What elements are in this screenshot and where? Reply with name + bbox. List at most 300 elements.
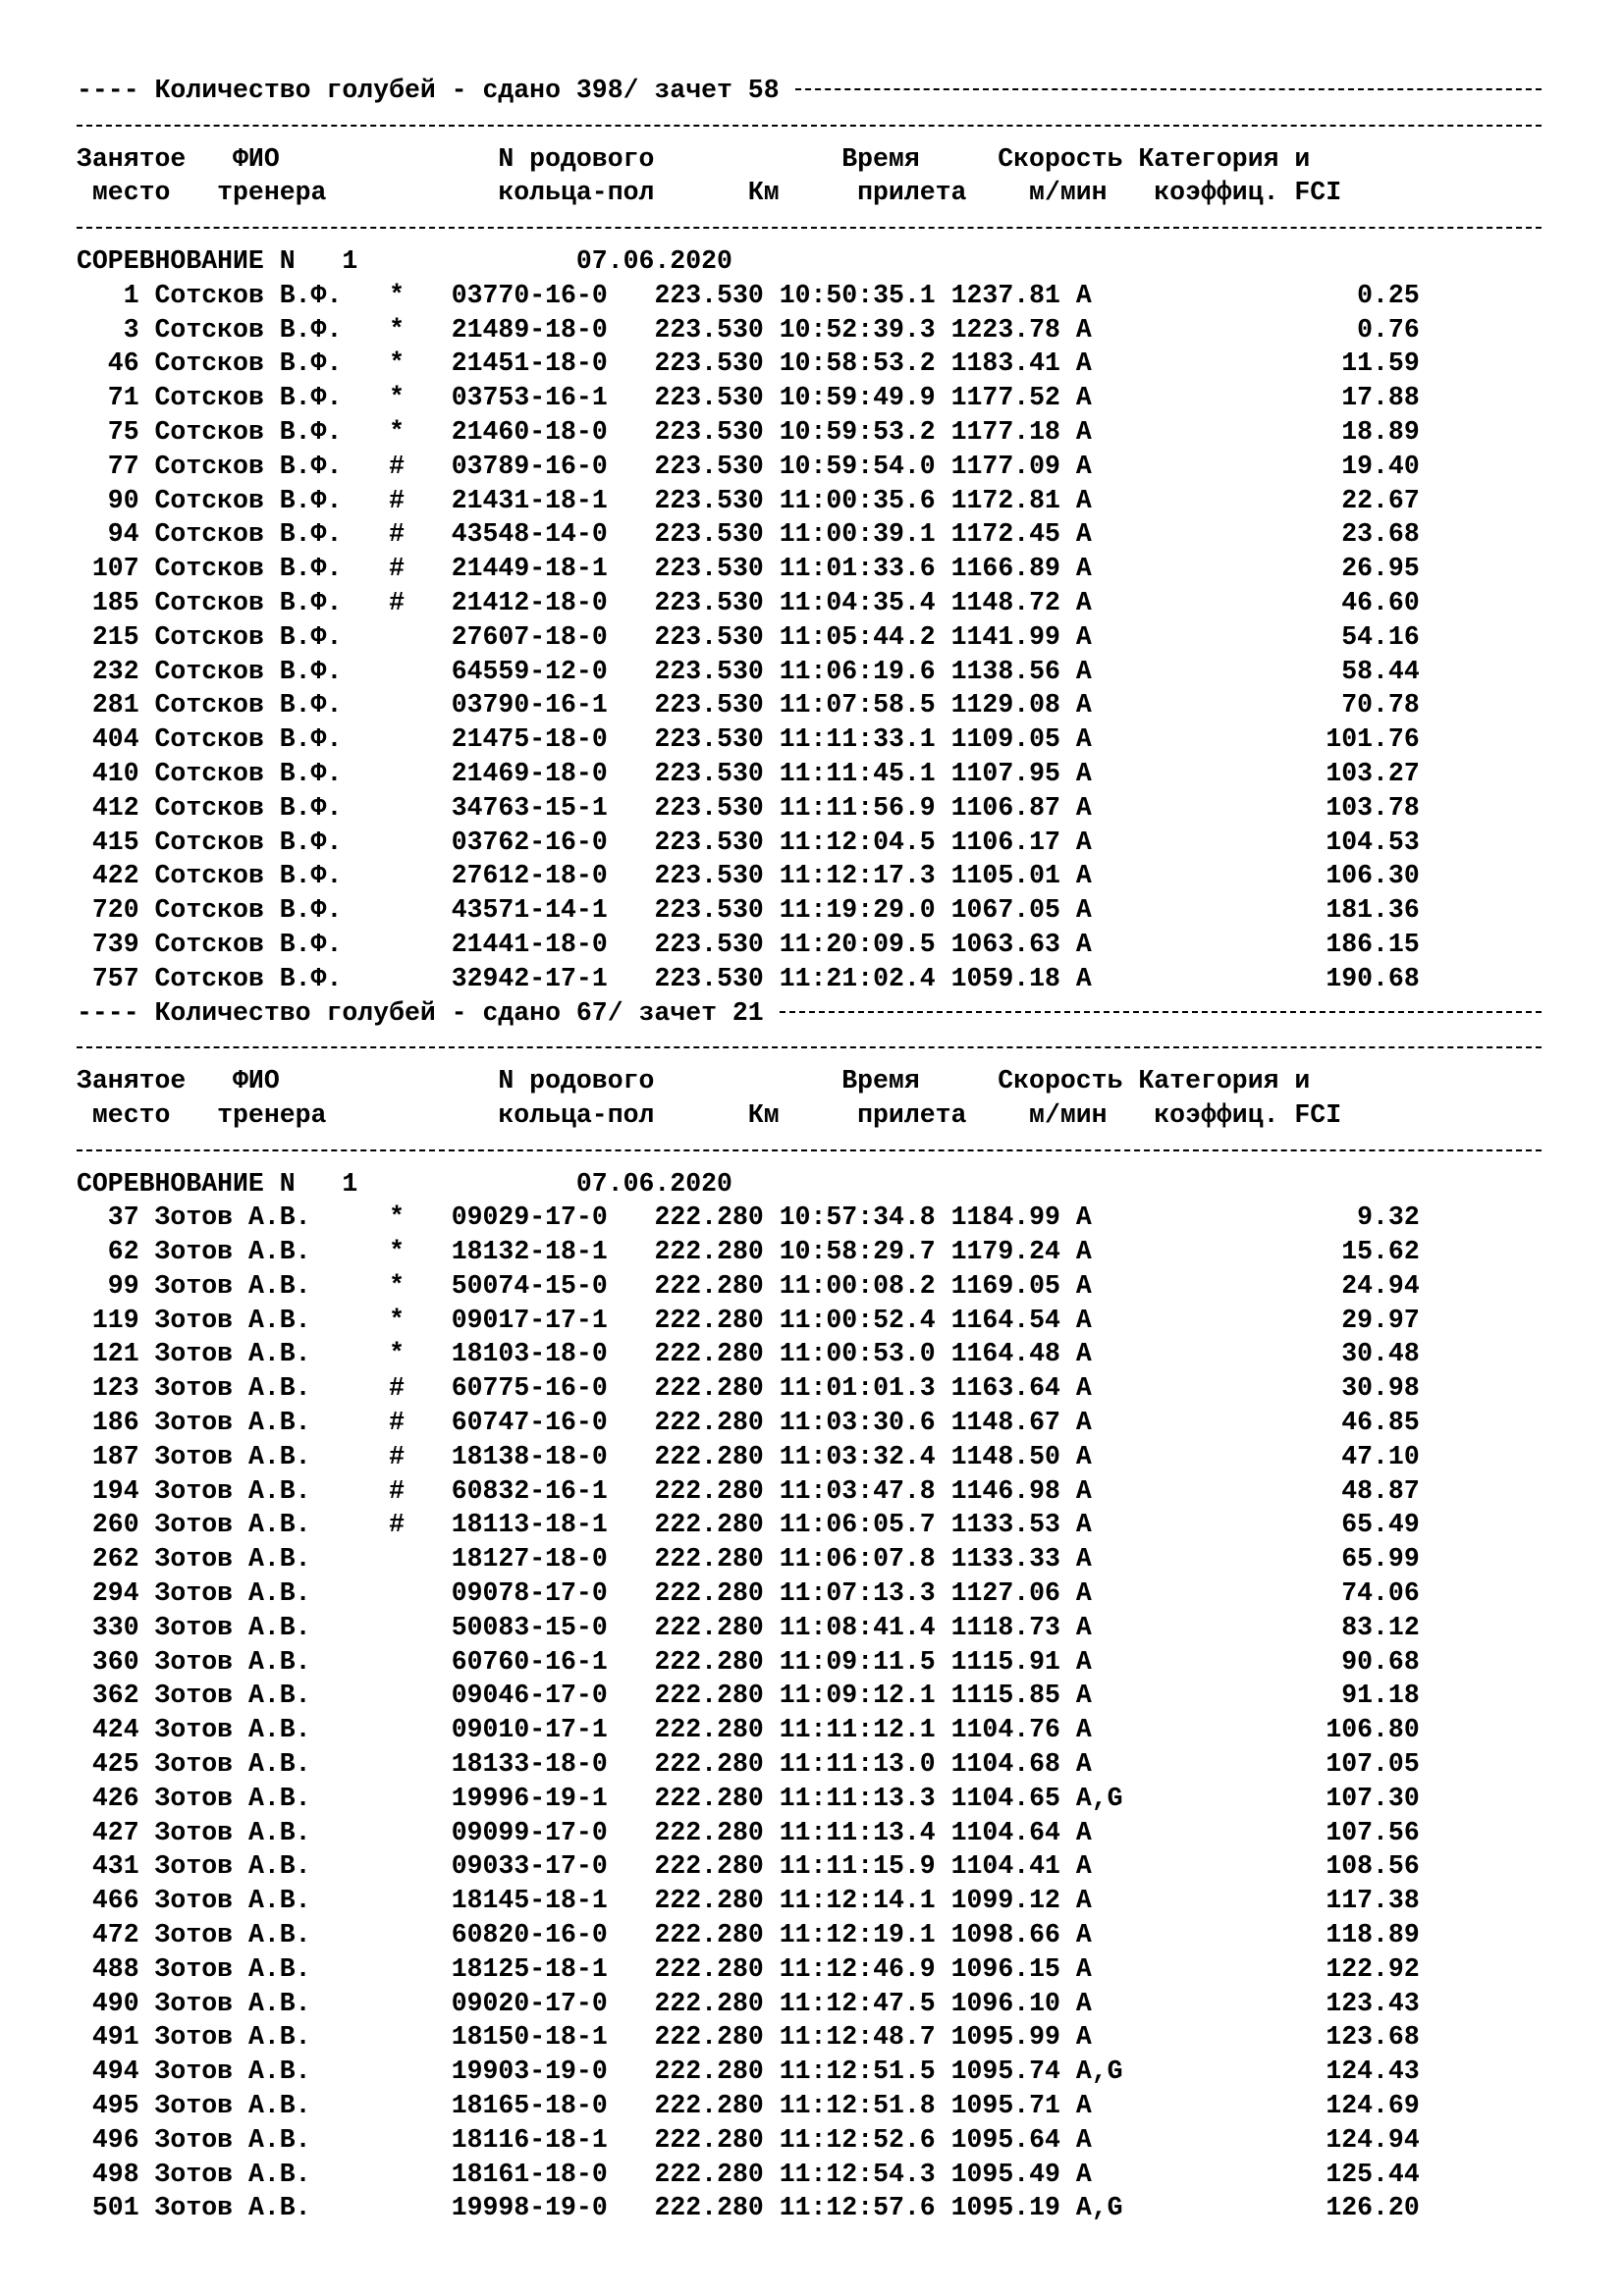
ring-number: 09033-17-0	[451, 1851, 608, 1882]
arrival-time: 11:01:01.3	[779, 1373, 936, 1404]
category: A	[1075, 690, 1123, 721]
summary-rule	[780, 1011, 1543, 1015]
mark	[389, 1647, 405, 1677]
speed: 1169.05	[950, 1270, 1060, 1301]
mark	[389, 930, 405, 959]
mark: *	[389, 383, 405, 413]
competition-line	[77, 1167, 1542, 1201]
results-report	[77, 74, 1542, 2225]
ring-number: 18161-18-0	[451, 2159, 608, 2189]
fci-coefficient: 46.60	[1341, 587, 1420, 617]
column-header-line-1: Занятое ФИО N родового Время Скорость Категория и	[77, 1066, 1311, 1096]
arrival-time: 11:19:29.0	[779, 895, 936, 926]
place: 46	[77, 348, 139, 379]
ring-number: 09010-17-1	[451, 1715, 608, 1745]
mark	[389, 2125, 405, 2155]
category: A	[1075, 758, 1123, 788]
mark: #	[389, 485, 405, 515]
category: A	[1075, 1920, 1123, 1950]
ring-number: 18125-18-1	[451, 1953, 608, 1984]
category: A	[1075, 1953, 1123, 1984]
category: A	[1075, 1817, 1123, 1847]
speed: 1104.41	[950, 1851, 1060, 1882]
ring-number: 09046-17-0	[451, 1681, 608, 1711]
header-top-divider	[77, 108, 1542, 142]
arrival-time: 11:12:46.9	[779, 1953, 936, 1984]
trainer-name: Сотсков В.Ф.	[154, 827, 374, 857]
speed: 1163.64	[950, 1373, 1060, 1404]
table-row	[77, 313, 1542, 347]
fci-coefficient: 47.10	[1341, 1441, 1420, 1471]
mark	[389, 1851, 405, 1881]
header-bottom-divider	[77, 210, 1542, 244]
place: 185	[77, 587, 139, 617]
place: 119	[77, 1305, 139, 1335]
table-row	[77, 1304, 1542, 1338]
speed: 1104.65	[950, 1783, 1060, 1813]
speed: 1095.74	[950, 2056, 1060, 2087]
place: 425	[77, 1749, 139, 1780]
mark: #	[389, 1510, 405, 1540]
trainer-name: Зотов А.В.	[154, 2159, 374, 2189]
category: A	[1075, 2159, 1123, 2189]
place: 186	[77, 1408, 139, 1438]
trainer-name: Сотсков В.Ф.	[154, 656, 374, 686]
distance-km: 222.280	[654, 2159, 764, 2189]
table-row	[77, 655, 1542, 689]
trainer-name: Зотов А.В.	[154, 1681, 374, 1711]
speed: 1115.85	[950, 1681, 1060, 1711]
distance-km: 223.530	[654, 792, 764, 823]
place: 495	[77, 2091, 139, 2121]
category: A,G	[1075, 2056, 1123, 2087]
speed: 1095.71	[950, 2091, 1060, 2121]
place: 194	[77, 1475, 139, 1506]
fci-coefficient: 24.94	[1341, 1270, 1420, 1301]
fci-coefficient: 23.68	[1341, 519, 1420, 550]
arrival-time: 11:00:53.0	[779, 1339, 936, 1369]
mark	[389, 657, 405, 686]
ring-number: 09099-17-0	[451, 1817, 608, 1847]
ring-number: 03790-16-1	[451, 690, 608, 721]
ring-number: 03753-16-1	[451, 383, 608, 413]
arrival-time: 11:12:52.6	[779, 2124, 936, 2155]
category: A	[1075, 963, 1123, 993]
place: 424	[77, 1715, 139, 1745]
ring-number: 60832-16-1	[451, 1475, 608, 1506]
table-row	[77, 1201, 1542, 1235]
place: 262	[77, 1544, 139, 1575]
distance-km: 222.280	[654, 2124, 764, 2155]
ring-number: 27607-18-0	[451, 621, 608, 652]
category: A	[1075, 1441, 1123, 1471]
ring-number: 18138-18-0	[451, 1441, 608, 1471]
arrival-time: 11:12:48.7	[779, 2022, 936, 2053]
place: 123	[77, 1373, 139, 1404]
mark	[389, 793, 405, 823]
mark: #	[389, 1441, 405, 1471]
table-row	[77, 1645, 1542, 1680]
trainer-name: Сотсков В.Ф.	[154, 280, 374, 310]
category: A	[1075, 314, 1123, 345]
arrival-time: 11:12:14.1	[779, 1886, 936, 1916]
table-row	[77, 1269, 1542, 1304]
fci-coefficient: 118.89	[1326, 1920, 1420, 1950]
mark: #	[389, 1373, 405, 1404]
trainer-name: Зотов А.В.	[154, 1612, 374, 1642]
fci-coefficient: 103.27	[1326, 758, 1420, 788]
header-bottom-divider	[77, 1133, 1542, 1167]
ring-number: 21475-18-0	[451, 724, 608, 755]
mark	[389, 622, 405, 652]
competition-line	[77, 244, 1542, 279]
trainer-name: Сотсков В.Ф.	[154, 554, 374, 584]
speed: 1184.99	[950, 1202, 1060, 1233]
speed: 1104.76	[950, 1715, 1060, 1745]
place: 215	[77, 621, 139, 652]
table-row	[77, 859, 1542, 893]
place: 281	[77, 690, 139, 721]
mark: *	[389, 416, 405, 447]
column-header-line-2: место тренера кольца-пол Км прилета м/мин коэффиц. FCI	[77, 1099, 1342, 1130]
place: 496	[77, 2124, 139, 2155]
table-row	[77, 1849, 1542, 1884]
speed: 1095.64	[950, 2124, 1060, 2155]
arrival-time: 11:09:12.1	[779, 1681, 936, 1711]
ring-number: 32942-17-1	[451, 963, 608, 993]
mark	[389, 828, 405, 857]
speed: 1179.24	[950, 1237, 1060, 1267]
trainer-name: Сотсков В.Ф.	[154, 416, 374, 447]
ring-number: 21431-18-1	[451, 485, 608, 515]
distance-km: 222.280	[654, 1305, 764, 1335]
ring-number: 21451-18-0	[451, 348, 608, 379]
speed: 1164.54	[950, 1305, 1060, 1335]
arrival-time: 11:12:47.5	[779, 1988, 936, 2018]
place: 62	[77, 1237, 139, 1267]
category: A	[1075, 2091, 1123, 2121]
table-row	[77, 1542, 1542, 1576]
distance-km: 222.280	[654, 1681, 764, 1711]
fci-coefficient: 19.40	[1341, 451, 1420, 481]
mark	[389, 1818, 405, 1847]
ring-number: 18165-18-0	[451, 2091, 608, 2121]
arrival-time: 11:12:54.3	[779, 2159, 936, 2189]
distance-km: 223.530	[654, 348, 764, 379]
category: A	[1075, 348, 1123, 379]
arrival-time: 11:01:33.6	[779, 554, 936, 584]
distance-km: 222.280	[654, 1715, 764, 1745]
category: A	[1075, 1988, 1123, 2018]
trainer-name: Сотсков В.Ф.	[154, 792, 374, 823]
fci-coefficient: 26.95	[1341, 554, 1420, 584]
category: A	[1075, 587, 1123, 617]
table-row	[77, 1440, 1542, 1474]
table-row	[77, 1337, 1542, 1371]
distance-km: 222.280	[654, 1202, 764, 1233]
fci-coefficient: 46.85	[1341, 1408, 1420, 1438]
table-row	[77, 415, 1542, 450]
table-row	[77, 1576, 1542, 1611]
arrival-time: 11:12:51.8	[779, 2091, 936, 2121]
table-row	[77, 1406, 1542, 1440]
fci-coefficient: 124.43	[1326, 2056, 1420, 2087]
mark	[389, 724, 405, 754]
table-row	[77, 381, 1542, 415]
arrival-time: 11:06:07.8	[779, 1544, 936, 1575]
trainer-name: Сотсков В.Ф.	[154, 383, 374, 413]
trainer-name: Сотсков В.Ф.	[154, 621, 374, 652]
fci-coefficient: 103.78	[1326, 792, 1420, 823]
distance-km: 222.280	[654, 1953, 764, 1984]
place: 99	[77, 1270, 139, 1301]
distance-km: 222.280	[654, 1646, 764, 1677]
place: 501	[77, 2193, 139, 2223]
arrival-time: 11:07:13.3	[779, 1578, 936, 1609]
arrival-time: 11:00:39.1	[779, 519, 936, 550]
fci-coefficient: 11.59	[1341, 348, 1420, 379]
table-row	[77, 791, 1542, 826]
mark	[389, 1989, 405, 2018]
trainer-name: Зотов А.В.	[154, 2022, 374, 2053]
arrival-time: 10:58:53.2	[779, 348, 936, 379]
distance-km: 222.280	[654, 1749, 764, 1780]
fci-coefficient: 125.44	[1326, 2159, 1420, 2189]
distance-km: 223.530	[654, 861, 764, 891]
mark: *	[389, 280, 405, 310]
speed: 1106.17	[950, 827, 1060, 857]
trainer-name: Зотов А.В.	[154, 1715, 374, 1745]
fci-coefficient: 90.68	[1341, 1646, 1420, 1677]
place: 466	[77, 1886, 139, 1916]
ring-number: 60747-16-0	[451, 1408, 608, 1438]
distance-km: 222.280	[654, 1817, 764, 1847]
arrival-time: 10:57:34.8	[779, 1202, 936, 1233]
arrival-time: 10:59:54.0	[779, 451, 936, 481]
place: 488	[77, 1953, 139, 1984]
speed: 1129.08	[950, 690, 1060, 721]
arrival-time: 11:11:12.1	[779, 1715, 936, 1745]
table-row	[77, 1816, 1542, 1850]
trainer-name: Зотов А.В.	[154, 1646, 374, 1677]
category: A	[1075, 383, 1123, 413]
arrival-time: 11:12:19.1	[779, 1920, 936, 1950]
place: 431	[77, 1851, 139, 1882]
table-row	[77, 1611, 1542, 1645]
distance-km: 222.280	[654, 2056, 764, 2087]
category: A	[1075, 2022, 1123, 2053]
trainer-name: Сотсков В.Ф.	[154, 485, 374, 515]
distance-km: 222.280	[654, 1886, 764, 1916]
fci-coefficient: 48.87	[1341, 1475, 1420, 1506]
fci-coefficient: 107.56	[1326, 1817, 1420, 1847]
mark: #	[389, 587, 405, 617]
trainer-name: Зотов А.В.	[154, 2056, 374, 2087]
category: A	[1075, 1749, 1123, 1780]
speed: 1099.12	[950, 1886, 1060, 1916]
category: A	[1075, 1646, 1123, 1677]
arrival-time: 10:50:35.1	[779, 280, 936, 310]
mark	[389, 759, 405, 788]
trainer-name: Зотов А.В.	[154, 1886, 374, 1916]
ring-number: 21460-18-0	[451, 416, 608, 447]
place: 404	[77, 724, 139, 755]
speed: 1059.18	[950, 963, 1060, 993]
category: A	[1075, 1715, 1123, 1745]
place: 107	[77, 554, 139, 584]
place: 94	[77, 519, 139, 550]
category: A	[1075, 1578, 1123, 1609]
speed: 1104.68	[950, 1749, 1060, 1780]
category: A	[1075, 451, 1123, 481]
trainer-name: Зотов А.В.	[154, 1817, 374, 1847]
fci-coefficient: 18.89	[1341, 416, 1420, 447]
fci-coefficient: 91.18	[1341, 1681, 1420, 1711]
category: A	[1075, 554, 1123, 584]
fci-coefficient: 58.44	[1341, 656, 1420, 686]
arrival-time: 11:06:05.7	[779, 1510, 936, 1540]
mark: *	[389, 1237, 405, 1267]
arrival-time: 11:20:09.5	[779, 929, 936, 959]
category: A	[1075, 621, 1123, 652]
table-row	[77, 826, 1542, 860]
pigeon-count-summary	[77, 996, 1542, 1031]
table-row	[77, 1884, 1542, 1918]
category: A	[1075, 1270, 1123, 1301]
ring-number: 09078-17-0	[451, 1578, 608, 1609]
place: 410	[77, 758, 139, 788]
mark: #	[389, 519, 405, 550]
distance-km: 223.530	[654, 929, 764, 959]
fci-coefficient: 101.76	[1326, 724, 1420, 755]
trainer-name: Зотов А.В.	[154, 2091, 374, 2121]
speed: 1127.06	[950, 1578, 1060, 1609]
ring-number: 60775-16-0	[451, 1373, 608, 1404]
ring-number: 09020-17-0	[451, 1988, 608, 2018]
mark	[389, 2160, 405, 2189]
speed: 1067.05	[950, 895, 1060, 926]
table-row	[77, 1782, 1542, 1816]
distance-km: 222.280	[654, 1441, 764, 1471]
ring-number: 43548-14-0	[451, 519, 608, 550]
place: 491	[77, 2022, 139, 2053]
distance-km: 222.280	[654, 1783, 764, 1813]
trainer-name: Зотов А.В.	[154, 1202, 374, 1233]
fci-coefficient: 190.68	[1326, 963, 1420, 993]
category: A	[1075, 485, 1123, 515]
distance-km: 222.280	[654, 1544, 764, 1575]
place: 90	[77, 485, 139, 515]
fci-coefficient: 104.53	[1326, 827, 1420, 857]
table-row	[77, 962, 1542, 996]
trainer-name: Зотов А.В.	[154, 1578, 374, 1609]
mark: *	[389, 1270, 405, 1301]
ring-number: 19996-19-1	[451, 1783, 608, 1813]
speed: 1177.52	[950, 383, 1060, 413]
trainer-name: Зотов А.В.	[154, 1237, 374, 1267]
fci-coefficient: 0.76	[1357, 314, 1420, 345]
trainer-name: Зотов А.В.	[154, 1749, 374, 1780]
fci-coefficient: 30.98	[1341, 1373, 1420, 1404]
mark	[389, 1715, 405, 1744]
mark: #	[389, 451, 405, 481]
distance-km: 223.530	[654, 758, 764, 788]
arrival-time: 11:06:19.6	[779, 656, 936, 686]
ring-number: 19903-19-0	[451, 2056, 608, 2087]
speed: 1133.53	[950, 1510, 1060, 1540]
speed: 1118.73	[950, 1612, 1060, 1642]
arrival-time: 11:04:35.4	[779, 587, 936, 617]
trainer-name: Зотов А.В.	[154, 1475, 374, 1506]
distance-km: 222.280	[654, 2193, 764, 2223]
distance-km: 223.530	[654, 554, 764, 584]
mark	[389, 1681, 405, 1710]
table-row	[77, 2158, 1542, 2192]
place: 294	[77, 1578, 139, 1609]
distance-km: 222.280	[654, 1988, 764, 2018]
arrival-time: 11:12:17.3	[779, 861, 936, 891]
arrival-time: 11:00:52.4	[779, 1305, 936, 1335]
category: A	[1075, 656, 1123, 686]
ring-number: 21469-18-0	[451, 758, 608, 788]
category: A	[1075, 1612, 1123, 1642]
distance-km: 222.280	[654, 2022, 764, 2053]
fci-coefficient: 123.68	[1326, 2022, 1420, 2053]
summary-text: ---- Количество голубей - сдано 67/ зачет 21	[77, 997, 780, 1028]
place: 472	[77, 1920, 139, 1950]
fci-coefficient: 122.92	[1326, 1953, 1420, 1984]
ring-number: 21412-18-0	[451, 587, 608, 617]
distance-km: 222.280	[654, 1408, 764, 1438]
trainer-name: Зотов А.В.	[154, 2193, 374, 2223]
mark	[389, 895, 405, 925]
ring-number: 03789-16-0	[451, 451, 608, 481]
place: 720	[77, 895, 139, 926]
table-row	[77, 1987, 1542, 2021]
ring-number: 64559-12-0	[451, 656, 608, 686]
ring-number: 03770-16-0	[451, 280, 608, 310]
category: A	[1075, 929, 1123, 959]
table-row	[77, 484, 1542, 518]
trainer-name: Зотов А.В.	[154, 1783, 374, 1813]
fci-coefficient: 0.25	[1357, 280, 1420, 310]
mark	[389, 1784, 405, 1813]
speed: 1109.05	[950, 724, 1060, 755]
fci-coefficient: 17.88	[1341, 383, 1420, 413]
trainer-name: Зотов А.В.	[154, 1408, 374, 1438]
mark	[389, 1749, 405, 1779]
speed: 1237.81	[950, 280, 1060, 310]
table-row	[77, 2191, 1542, 2225]
arrival-time: 11:11:33.1	[779, 724, 936, 755]
place: 415	[77, 827, 139, 857]
mark	[389, 2022, 405, 2052]
ring-number: 18145-18-1	[451, 1886, 608, 1916]
arrival-time: 11:11:15.9	[779, 1851, 936, 1882]
ring-number: 19998-19-0	[451, 2193, 608, 2223]
speed: 1096.15	[950, 1953, 1060, 1984]
arrival-time: 11:11:45.1	[779, 758, 936, 788]
table-row	[77, 1474, 1542, 1509]
fci-coefficient: 181.36	[1326, 895, 1420, 926]
arrival-time: 11:03:47.8	[779, 1475, 936, 1506]
place: 260	[77, 1510, 139, 1540]
place: 37	[77, 1202, 139, 1233]
table-row	[77, 2089, 1542, 2123]
speed: 1141.99	[950, 621, 1060, 652]
category: A,G	[1075, 2193, 1123, 2223]
trainer-name: Зотов А.В.	[154, 1441, 374, 1471]
